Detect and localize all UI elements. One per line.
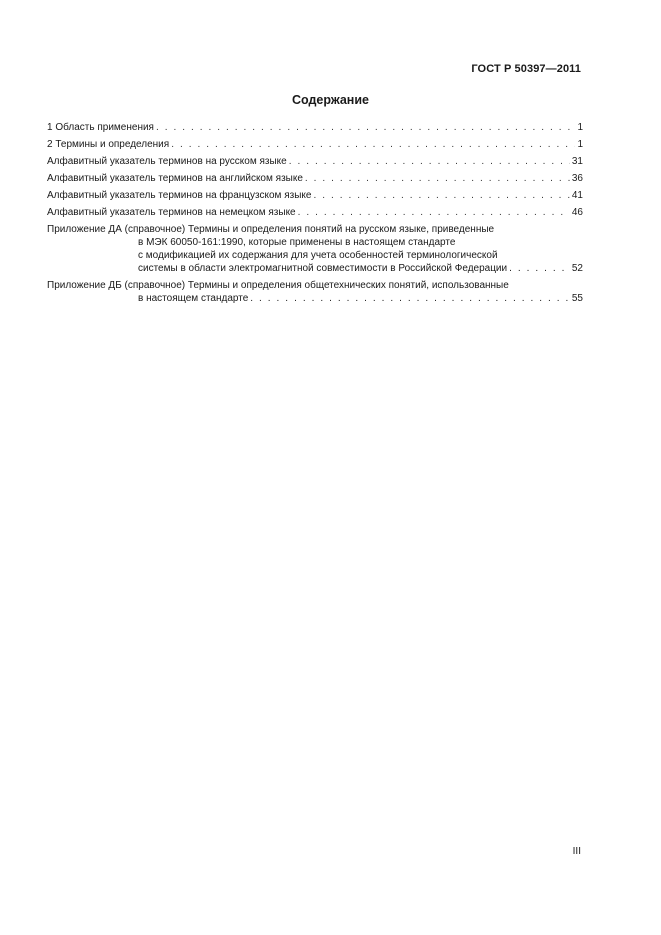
toc-entry-scope[interactable] bbox=[47, 121, 583, 134]
toc-entry-text: Алфавитный указатель терминов на французском языке bbox=[47, 190, 312, 201]
toc-entry-index-russian[interactable] bbox=[47, 155, 583, 168]
toc-entry-index-french[interactable] bbox=[47, 189, 583, 202]
leader-dots bbox=[298, 206, 570, 219]
toc-entry-page: 1 bbox=[577, 122, 583, 133]
toc-entry-text: Алфавитный указатель терминов на немецком языке bbox=[47, 207, 296, 218]
page-number: III bbox=[572, 846, 581, 857]
leader-dots bbox=[156, 121, 575, 134]
toc-entry-page: 46 bbox=[571, 207, 583, 218]
toc-entry-page: 1 bbox=[577, 139, 583, 150]
toc-entry-page: 55 bbox=[571, 293, 583, 304]
toc-entry-terms[interactable] bbox=[47, 138, 583, 151]
page-title: Содержание bbox=[291, 93, 369, 107]
leader-dots bbox=[289, 155, 570, 168]
table-of-contents bbox=[47, 121, 583, 309]
toc-entry-page: 36 bbox=[571, 173, 583, 184]
leader-dots bbox=[509, 262, 570, 275]
toc-entry-appendix-db[interactable] bbox=[47, 279, 583, 305]
toc-entry-index-english[interactable] bbox=[47, 172, 583, 185]
leader-dots bbox=[250, 292, 570, 305]
appendix-title-line: Термины и определения понятий на русском языке, приведенные bbox=[188, 224, 495, 235]
toc-entry-text: Алфавитный указатель терминов на русском языке bbox=[47, 156, 287, 167]
appendix-title-line: системы в области электромагнитной совместимости в Российской Федерации bbox=[138, 263, 508, 274]
appendix-title-line: Термины и определения общетехнических понятий, использованные bbox=[187, 280, 509, 291]
toc-entry-page: 52 bbox=[571, 263, 583, 274]
toc-entry-text: Алфавитный указатель терминов на английском языке bbox=[47, 173, 303, 184]
leader-dots bbox=[313, 189, 569, 202]
toc-entry-page: 31 bbox=[571, 156, 583, 167]
toc-entry-page: 41 bbox=[571, 190, 583, 201]
appendix-title-line: с модификацией их содержания для учета особенностей терминологической bbox=[138, 250, 498, 261]
leader-dots bbox=[171, 138, 575, 151]
appendix-label: Приложение ДБ (справочное) bbox=[47, 280, 186, 291]
appendix-label: Приложение ДА (справочное) bbox=[47, 224, 186, 235]
toc-entry-index-german[interactable] bbox=[47, 206, 583, 219]
document-code: ГОСТ Р 50397—2011 bbox=[471, 63, 581, 75]
toc-entry-text: 1 Область применения bbox=[47, 122, 154, 133]
toc-entry-appendix-da[interactable] bbox=[47, 223, 583, 275]
toc-entry-text: 2 Термины и определения bbox=[47, 139, 170, 150]
leader-dots bbox=[305, 172, 570, 185]
appendix-title-line: в настоящем стандарте bbox=[138, 293, 249, 304]
appendix-title-line: в МЭК 60050-161:1990, которые применены в настоящем стандарте bbox=[138, 237, 456, 248]
